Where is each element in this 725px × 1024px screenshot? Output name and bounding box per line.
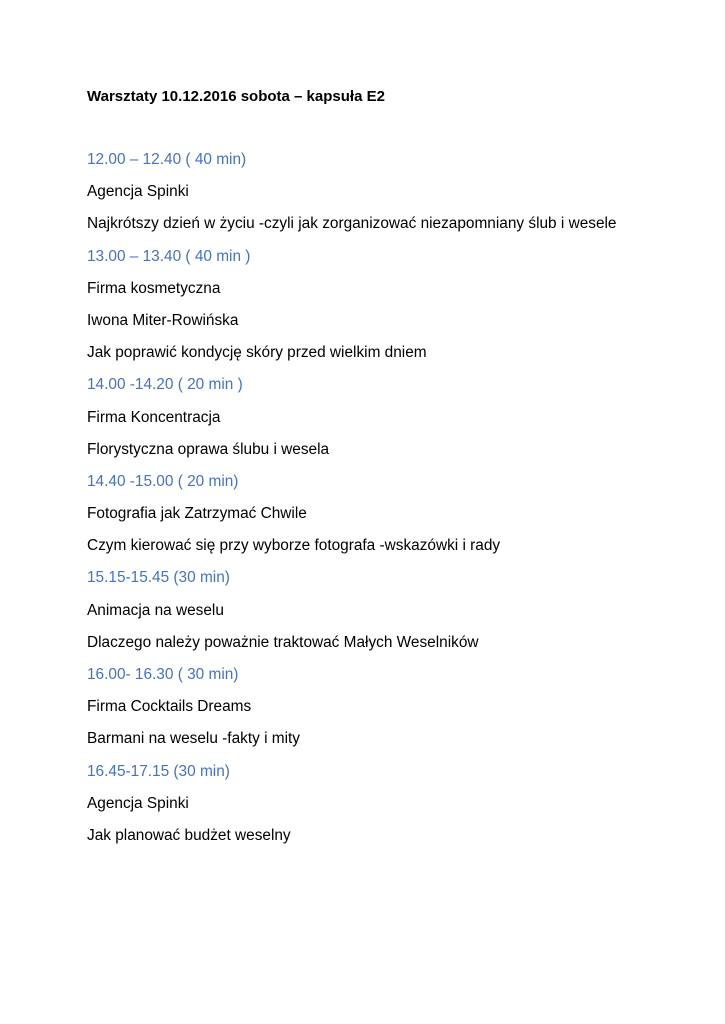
session-4 (87, 472, 687, 569)
session-presenter: Firma Koncentracja (87, 408, 221, 426)
session-time: 16.00- 16.30 ( 30 min) (87, 666, 239, 683)
document-title: Warsztaty 10.12.2016 sobota – kapsuła E2 (87, 88, 385, 105)
session-7 (87, 762, 687, 859)
session-time: 13.00 – 13.40 ( 40 min ) (87, 247, 251, 265)
session-topic: Jak poprawić kondycję skóry przed wielkim dniem (87, 344, 427, 362)
session-time: 14.00 -14.20 ( 20 min ) (87, 376, 243, 394)
session-presenter: Agencja Spinki (87, 794, 189, 812)
session-3 (87, 375, 687, 472)
session-topic: Najkrótszy dzień w życiu -czyli jak zorganizować niezapomniany ślub i wesele (87, 215, 617, 233)
session-time: 12.00 – 12.40 ( 40 min) (87, 151, 247, 168)
session-presenter: Fotografia jak Zatrzymać Chwile (87, 505, 307, 523)
session-time: 16.45-17.15 (30 min) (87, 762, 230, 780)
session-presenter: Firma Cocktails Dreams (87, 698, 252, 716)
session-presenter: Agencja Spinki (87, 183, 189, 201)
session-presenter: Firma kosmetyczna (87, 279, 221, 297)
session-topic: Czym kierować się przy wyborze fotografa -wskazówki i rady (87, 537, 501, 555)
session-6 (87, 665, 687, 762)
session-presenter: Animacja na weselu (87, 601, 224, 619)
session-presenter-name: Iwona Miter-Rowińska (87, 311, 239, 329)
session-topic: Barmani na weselu -fakty i mity (87, 730, 300, 748)
session-topic: Florystyczna oprawa ślubu i wesela (87, 440, 330, 458)
workshop-schedule (87, 150, 687, 858)
session-topic: Dlaczego należy poważnie traktować Małych Weselników (87, 633, 479, 651)
session-1 (87, 150, 687, 247)
session-2 (87, 247, 687, 376)
session-time: 14.40 -15.00 ( 20 min) (87, 472, 239, 490)
session-time: 15.15-15.45 (30 min) (87, 569, 230, 587)
session-topic: Jak planować budżet weselny (87, 826, 291, 844)
session-5 (87, 568, 687, 665)
